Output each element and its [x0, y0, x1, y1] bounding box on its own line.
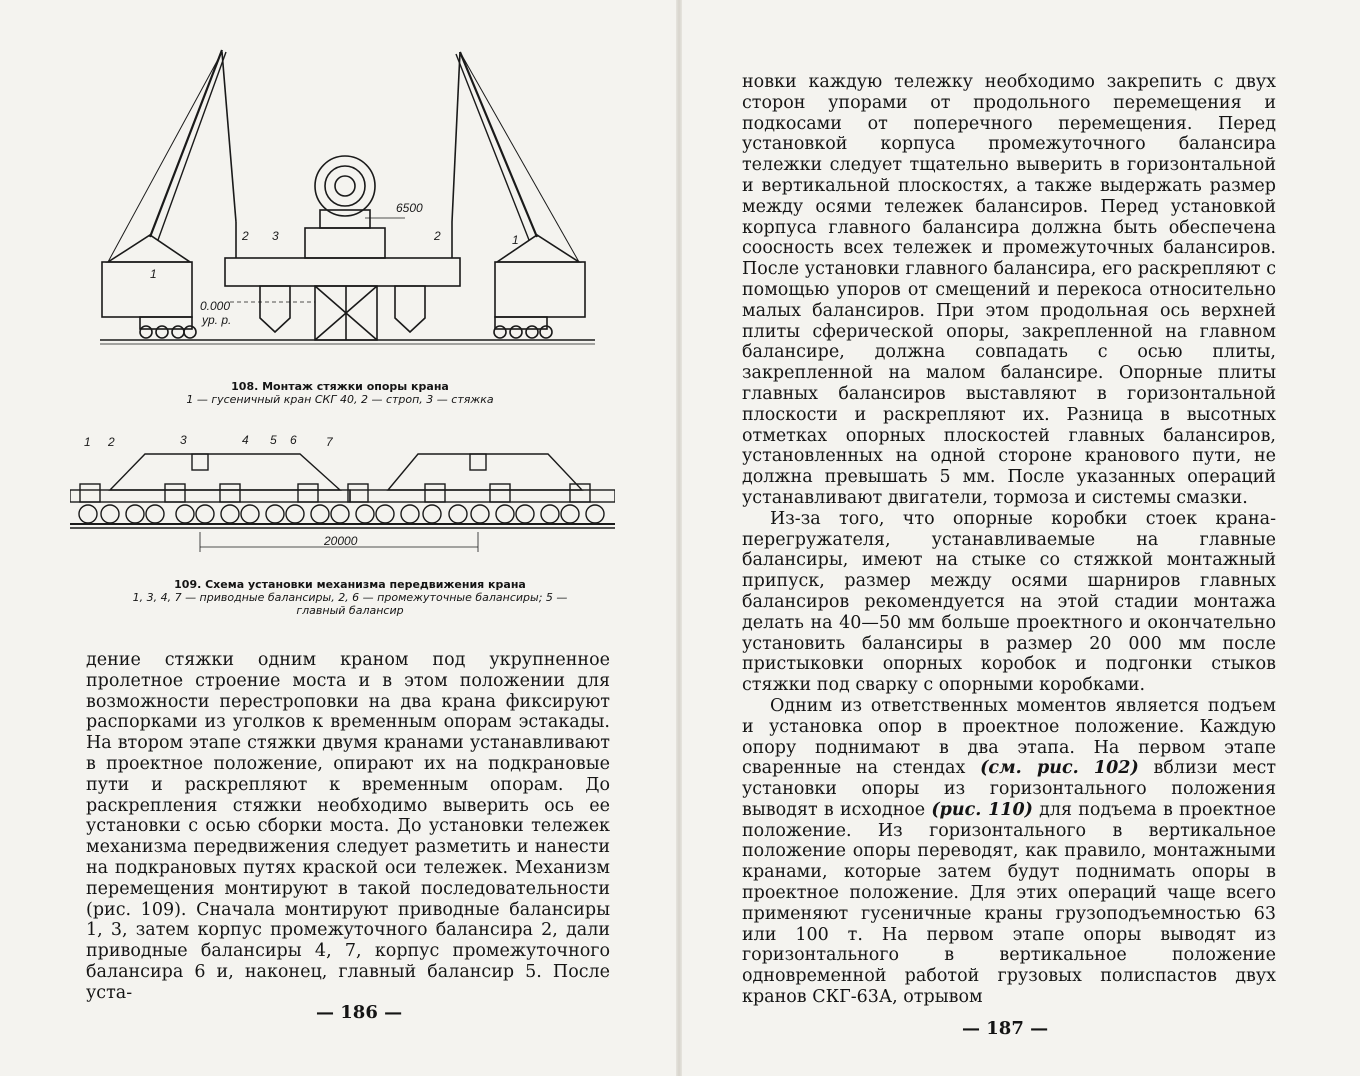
fig108-label-2-right: 2	[434, 229, 441, 243]
p3-part-c: для подъема в проектное положение. Из горизонтального в вертикальное положение опоры переводят, как правило, монтажными кранами, которые затем будут поднимать опоры в проектное положение. Для этих операций чаще всего применяют гусеничные краны грузоподъемностью 63 или 100 т. На первом этапе опоры выводят из горизонтального в вертикальное положение одновременной работой грузовых полиспастов двух кранов СКГ-63А, отрывом	[742, 799, 1276, 1008]
fig108-level-label: 0.000	[200, 299, 231, 313]
fig109-dim-label: 20000	[324, 534, 358, 548]
right-page-body	[742, 72, 1276, 1008]
p3-part-b: вблизи мест установки опоры из горизонтального положения выводят в исходное	[742, 758, 1276, 820]
figure-109-caption	[80, 578, 620, 617]
right-paragraph-2: Из-за того, что опорные коробки стоек крана-перегружателя, устанавливаемые на главные балансиры, имеют на стыке со стяжкой монтажный припуск, размер между осями шарниров главных балансиров рекомендуется на этой стадии монтажа делать на 40—50 мм больше проектного и окончательно установить балансиры в размер 20 000 мм после пристыковки опорных коробок и подгонки стыков стяжки под сварку с опорными коробками.	[742, 508, 1276, 696]
figure-109-travel-mechanism-scheme	[70, 432, 615, 567]
fig109-label-7: 7	[326, 435, 333, 449]
right-page	[680, 0, 1360, 1076]
fig108-caption-title: 108. Монтаж стяжки опоры крана	[231, 380, 449, 393]
fig108-level-label-2: ур. р.	[202, 313, 232, 327]
fig109-label-3: 3	[180, 433, 187, 447]
fig108-label-2-left: 2	[242, 229, 249, 243]
fig109-label-2: 2	[108, 435, 115, 449]
fig108-caption-sub: 1 — гусеничный кран СКГ 40, 2 — строп, 3 — стяжка	[186, 393, 494, 406]
fig108-dim-label: 6500	[396, 201, 423, 215]
fig109-label-1: 1	[84, 435, 91, 449]
fig109-caption-sub1: 1, 3, 4, 7 — приводные балансиры, 2, 6 — промежуточные балансиры; 5 —	[132, 591, 568, 604]
figure-108-caption	[140, 380, 540, 406]
fig108-label-1-right: 1	[512, 233, 519, 247]
right-paragraph-1: новки каждую тележку необходимо закрепить с двух сторон упорами от продольного перемещения и подкосами от поперечного перемещения. Перед установкой корпуса промежуточного балансира тележки следует тщательно выверить в горизонтальной и вертикальной плоскостях, а также выдержать размер между осями тележек балансиров. Перед установкой корпуса главного балансира должна быть обеспечена соосность всех тележек и промежуточных балансиров. После установки главного балансира, его раскрепляют с помощью упоров от смещений и перекоса относительно малых балансиров. При этом продольная ось верхней плиты сферической опоры, закрепленной на главном балансире, должна совпадать с осью плиты, закрепленной на малом балансире. Опорные плиты главных балансиров выставляют в горизонтальной плоскости и раскрепляют их. Разница в высотных отметках опорных плоскостей главных балансиров, установленных на одной стороне кранового пути, не должна превышать 5 мм. После указанных операций устанавливают двигатели, тормоза и системы смазки.	[742, 72, 1276, 508]
fig109-label-6: 6	[290, 433, 297, 447]
fig109-label-4: 4	[242, 433, 249, 447]
p3-part-a: Одним из ответственных моментов является подъем и установка опор в проектное положение. Каждую опору поднимают в два этапа. На первом этапе сваренные на стендах	[742, 695, 1276, 779]
fig109-label-5: 5	[270, 433, 277, 447]
fig108-label-3: 3	[272, 229, 279, 243]
figure-108-crane-tie-assembly	[90, 40, 610, 360]
fig109-caption-sub2: главный балансир	[296, 604, 404, 617]
left-paragraph: дение стяжки одним краном под укрупненное пролетное строение моста и в этом положении для возможности перестроповки на два крана фиксируют распорками из уголков к временным опорам эстакады. На втором этапе стяжки двумя кранами устанавливают в проектное положение, опирают их на подкрановые пути и раскрепляют к временным опорам. До раскрепления стяжки необходимо выверить ось ее установки с осью сборки моста. До установки тележек механизма передвижения следует разметить и нанести на подкрановых путях краской оси тележек. Механизм перемещения монтируют в такой последовательности (рис. 109). Сначала монтируют приводные балансиры 1, 3, затем корпус промежуточного балансира 2, дали приводные балансиры 4, 7, корпус промежуточного балансира 6 и, наконец, главный балансир 5. После уста-	[86, 650, 610, 1003]
p3-fig-ref-102: (см. рис. 102)	[980, 758, 1139, 779]
right-paragraph-3	[742, 696, 1276, 1008]
fig109-caption-title: 109. Схема установки механизма передвижения крана	[174, 578, 526, 591]
p3-fig-ref-110: (рис. 110)	[931, 799, 1033, 820]
left-page-number: — 186 —	[316, 1002, 403, 1023]
fig108-label-1-left: 1	[150, 267, 157, 281]
left-page-body	[86, 650, 610, 1004]
right-page-number: — 187 —	[962, 1018, 1049, 1039]
